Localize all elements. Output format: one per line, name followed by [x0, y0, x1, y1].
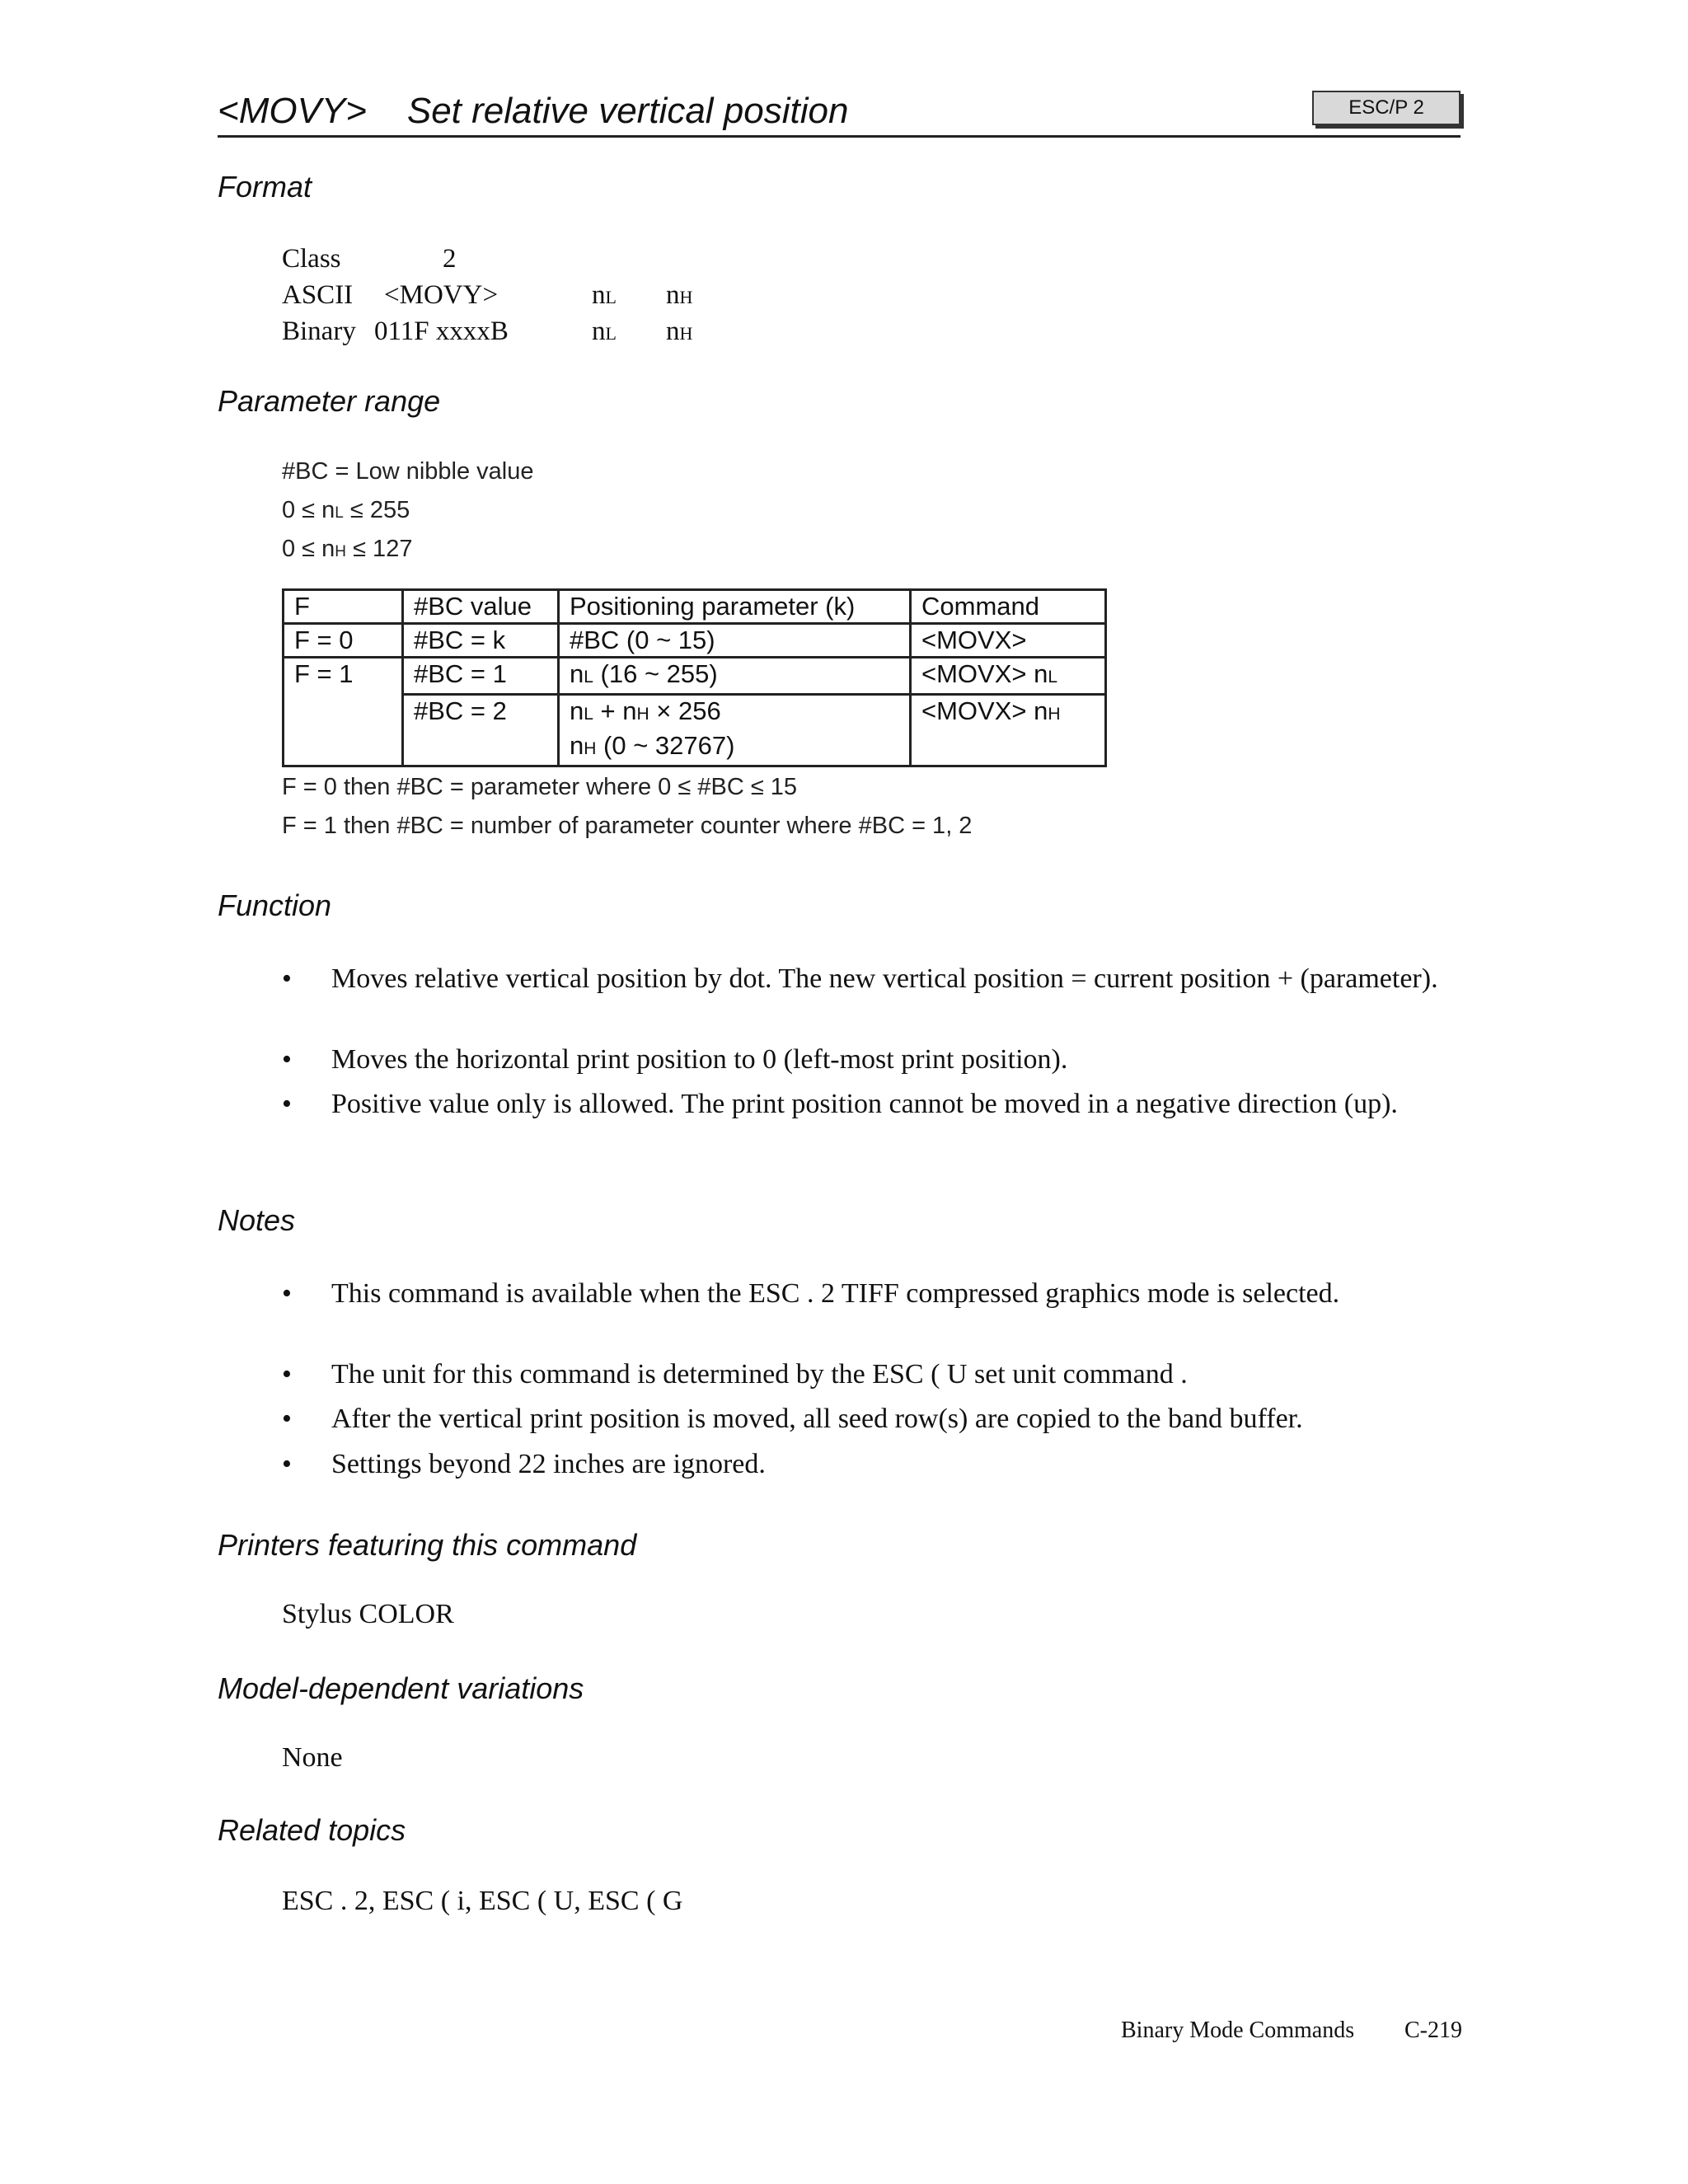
table-row: [284, 658, 1106, 695]
format-heading: Format: [218, 170, 312, 204]
table-cell: <MOVX> nH: [911, 695, 1106, 766]
bullet-marker: •: [282, 1449, 292, 1479]
table-header-row: [284, 590, 1106, 624]
document-page: <MOVY> Set relative vertical position ESC/P 2 Format Class 2 ASCII <MOVY> nL nH Binary 011F xxxxB nL nH Parameter range #BC = Low nibble value 0 ≤ nL ≤ 255 0 ≤ nH ≤ 127 F #BC value Positioning parameter (k) Command F = 0 #BC = k #BC (0 ~ 15) <MOVX> F = 1 #BC = 1 nL (16 ~ 255) <MOVX> nL #BC = 2 nL + nH × 256 nH (0 ~ 32767) <MOVX> nH F = 0 then #BC = parameter where 0 ≤ #BC ≤ 15 F = 1 then #BC = number of parameter counter where #BC = 1, 2 Function • Moves relative vertical position by dot. The new vertical position = current position + (parameter). • Moves the horizontal print position to 0 (left-most print position). • Positive value only is allowed. The print position cannot be moved in a negative direction (up). Notes • This command is available when the ESC . 2 TIFF compressed graphics mode is selected. • The unit for this command is determined by the ESC ( U set unit command . • After the vertical print position is moved, all seed row(s) are copied to the band buffer. • Settings beyond 22 inches are ignored. Printers featuring this command Stylus COLOR Model-dependent variations None Related topics ESC . 2, ESC ( i, ESC ( U, ESC ( G Binary Mode Commands C-219: [0, 0, 1688, 2184]
table-row: [284, 624, 1106, 658]
table-cell: nL (16 ~ 255): [559, 658, 911, 695]
binary-nl: nL: [592, 316, 617, 346]
command-set-badge: ESC/P 2: [1312, 91, 1461, 125]
related-topics-heading: Related topics: [218, 1813, 406, 1847]
table-cell: F = 1: [284, 658, 403, 766]
class-label: Class: [282, 244, 341, 274]
bullet-marker: •: [282, 963, 292, 994]
function-heading: Function: [218, 888, 332, 922]
parameter-table: [282, 588, 1107, 767]
class-value: 2: [443, 244, 457, 274]
ascii-nh: nH: [666, 280, 693, 310]
bc-definition: #BC = Low nibble value: [282, 458, 534, 485]
page-number: C-219: [1404, 2018, 1462, 2043]
table-cell: #BC (0 ~ 15): [559, 624, 911, 658]
ascii-value: <MOVY>: [384, 280, 499, 310]
page-header: [218, 84, 1461, 138]
notes-heading: Notes: [218, 1203, 296, 1237]
nl-range: 0 ≤ nL ≤ 255: [282, 497, 410, 523]
f0-note: F = 0 then #BC = parameter where 0 ≤ #BC ≤ 15: [282, 774, 798, 800]
bullet-marker: •: [282, 1278, 292, 1309]
bullet-marker: •: [282, 1044, 292, 1075]
related-topics-value: ESC . 2, ESC ( i, ESC ( U, ESC ( G: [282, 1886, 683, 1916]
binary-value: 011F xxxxB: [374, 316, 509, 346]
table-cell: <MOVX> nL: [911, 658, 1106, 695]
model-variations-value: None: [282, 1742, 343, 1773]
bullet-marker: •: [282, 1089, 292, 1119]
table-cell: #BC = 2: [403, 695, 559, 766]
parameter-range-heading: Parameter range: [218, 384, 441, 418]
table-cell: F: [284, 590, 403, 624]
table-cell: #BC = 1: [403, 658, 559, 695]
model-variations-heading: Model-dependent variations: [218, 1671, 584, 1705]
table-cell: Command: [911, 590, 1106, 624]
table-cell: #BC = k: [403, 624, 559, 658]
table-cell: <MOVX>: [911, 624, 1106, 658]
ascii-label: ASCII: [282, 280, 354, 310]
table-cell: #BC value: [403, 590, 559, 624]
table-cell: Positioning parameter (k): [559, 590, 911, 624]
ascii-nl: nL: [592, 280, 617, 310]
nh-range: 0 ≤ nH ≤ 127: [282, 536, 413, 562]
printers-heading: Printers featuring this command: [218, 1528, 637, 1562]
table-cell: F = 0: [284, 624, 403, 658]
page-title: <MOVY> Set relative vertical position: [218, 91, 849, 131]
f1-note: F = 1 then #BC = number of parameter counter where #BC = 1, 2: [282, 813, 973, 839]
table-row: [284, 695, 1106, 766]
bullet-marker: •: [282, 1359, 292, 1390]
printers-value: Stylus COLOR: [282, 1599, 454, 1629]
footer-section: Binary Mode Commands: [1121, 2018, 1355, 2043]
binary-label: Binary: [282, 316, 356, 346]
binary-nh: nH: [666, 316, 693, 346]
bullet-marker: •: [282, 1404, 292, 1434]
table-cell: nL + nH × 256 nH (0 ~ 32767): [559, 695, 911, 766]
